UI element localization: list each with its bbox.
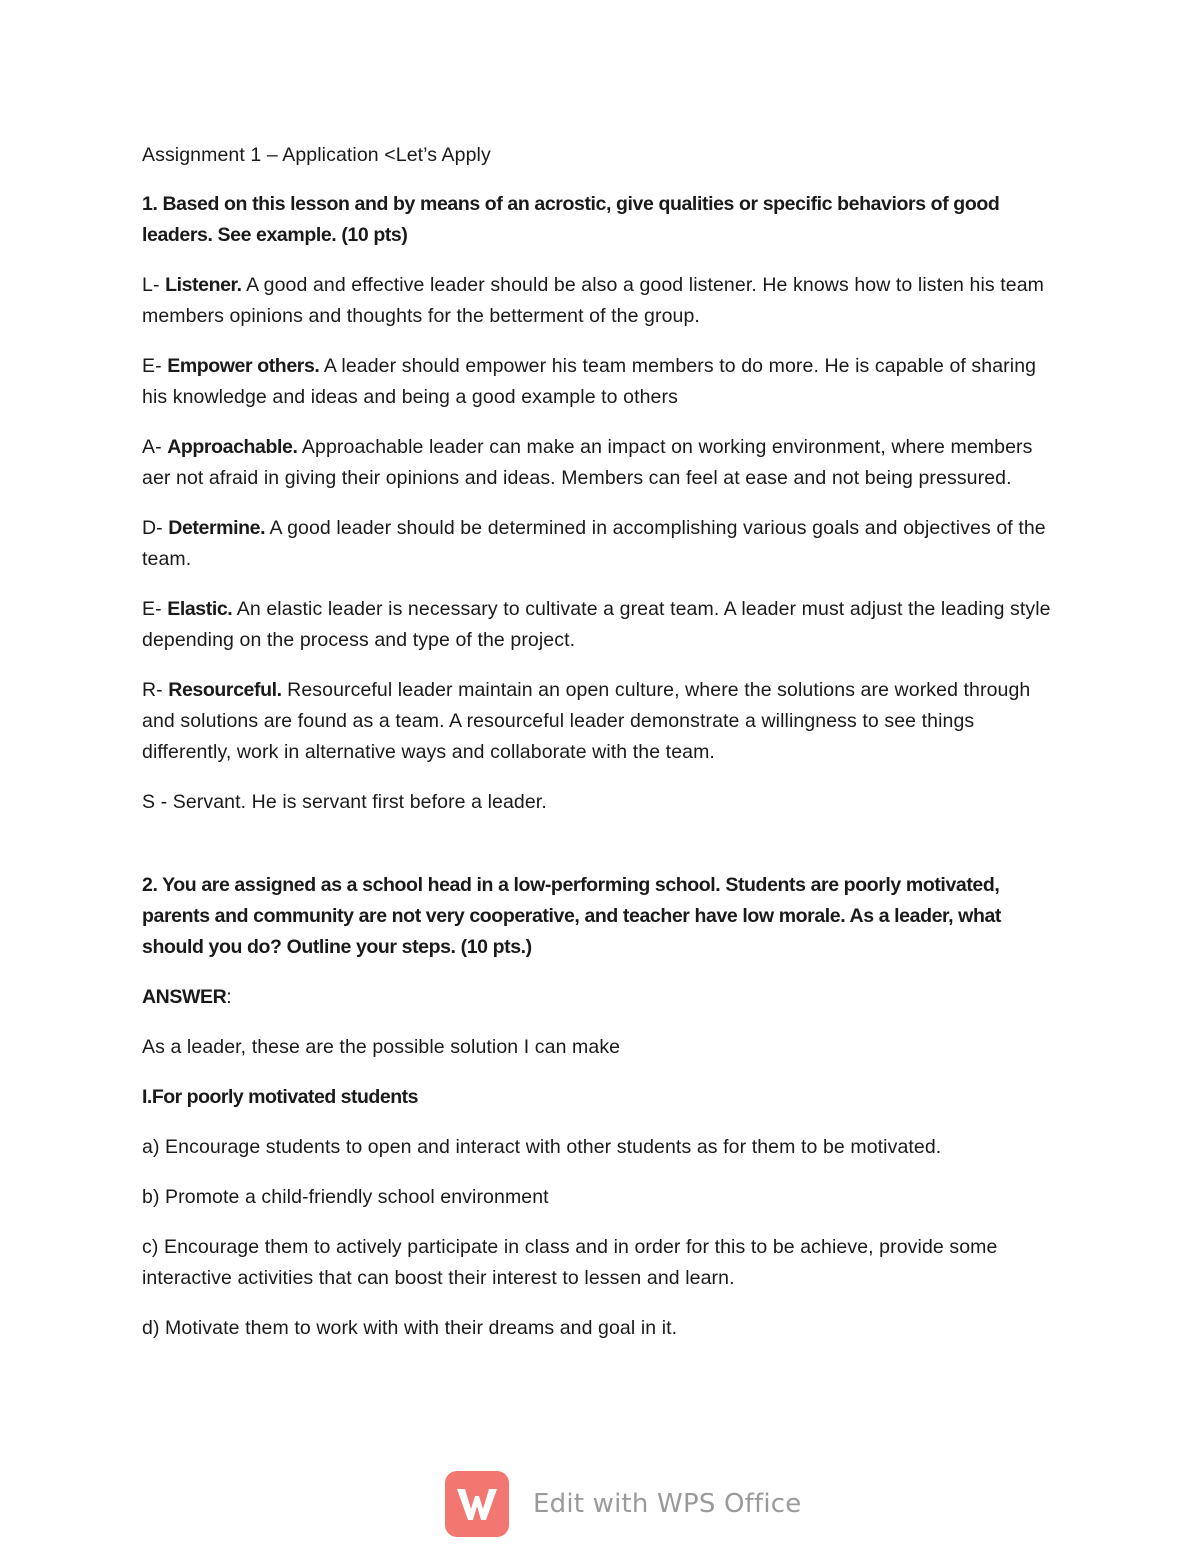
list-item: c) Encourage them to actively participate in class and in order for this to be achieve, provide some interactive activities that can boost their interest to lessen and learn. xyxy=(142,1236,998,1289)
acrostic-letter: L- xyxy=(142,274,166,296)
document-page xyxy=(142,140,1062,1363)
acrostic-description: Approachable leader can make an impact on working environment, where members aer not afraid in giving their opinions and ideas. Members can feel at ease and not being pressured. xyxy=(142,436,1033,489)
acrostic-description: A good and effective leader should be also a good listener. He knows how to listen his team members opinions and thoughts for the betterment of the group. xyxy=(142,274,1045,327)
section-heading: I.For poorly motivated students xyxy=(142,1086,418,1108)
acrostic-term: Approachable. xyxy=(167,436,298,458)
acrostic-item-d xyxy=(142,513,1062,575)
wps-logo-icon xyxy=(445,1471,509,1537)
wps-edit-label: Edit with WPS Office xyxy=(533,1489,802,1519)
acrostic-letter: R- xyxy=(142,679,169,701)
acrostic-term: Listener. xyxy=(165,274,242,296)
answer-intro: As a leader, these are the possible solution I can make xyxy=(142,1036,621,1058)
acrostic-letter: A- xyxy=(142,436,168,458)
acrostic-item-e2 xyxy=(142,594,1062,656)
wps-w-glyph xyxy=(454,1484,500,1524)
acrostic-description: A good leader should be determined in accomplishing various goals and objectives of the team. xyxy=(142,517,1046,570)
assignment-title: Assignment 1 – Application <Let’s Apply xyxy=(142,144,491,166)
acrostic-item-r xyxy=(142,675,1062,768)
list-item: b) Promote a child-friendly school environment xyxy=(142,1186,549,1208)
acrostic-term: Resourceful. xyxy=(168,679,282,701)
wps-edit-badge[interactable] xyxy=(445,1470,801,1538)
acrostic-description: Resourceful leader maintain an open culture, where the solutions are worked through and solutions are found as a team. A resourceful leader demonstrate a willingness to see things differently, work in alternative ways and collaborate with the team. xyxy=(142,679,1031,763)
acrostic-letter: D- xyxy=(142,517,169,539)
acrostic-description: A leader should empower his team members to do more. He is capable of sharing his knowledge and ideas and being a good example to others xyxy=(142,355,1037,408)
acrostic-description: An elastic leader is necessary to cultivate a great team. A leader must adjust the leading style depending on the process and type of the project. xyxy=(142,598,1051,651)
acrostic-letter: E- xyxy=(142,598,168,620)
question-1: 1. Based on this lesson and by means of an acrostic, give qualities or specific behaviors of good leaders. See example. (10 pts) xyxy=(142,193,1000,246)
acrostic-item-s: S - Servant. He is servant first before a leader. xyxy=(142,791,547,813)
acrostic-item-a xyxy=(142,432,1062,494)
answer-label: ANSWER xyxy=(142,986,227,1008)
acrostic-term: Empower others. xyxy=(167,355,320,377)
list-item: a) Encourage students to open and interact with other students as for them to be motivated. xyxy=(142,1136,942,1158)
list-item: d) Motivate them to work with with their dreams and goal in it. xyxy=(142,1317,678,1339)
acrostic-item-l xyxy=(142,270,1062,332)
acrostic-term: Determine. xyxy=(168,517,266,539)
answer-label-line xyxy=(142,982,1062,1013)
answer-colon: : xyxy=(226,986,232,1008)
acrostic-item-e xyxy=(142,351,1062,413)
acrostic-letter: E- xyxy=(142,355,168,377)
acrostic-term: Elastic. xyxy=(167,598,233,620)
question-2: 2. You are assigned as a school head in a low-performing school. Students are poorly motivated, parents and community are not very cooperative, and teacher have low morale. As a leader, what should you do? Outline your steps. (10 pts.) xyxy=(142,874,1001,958)
